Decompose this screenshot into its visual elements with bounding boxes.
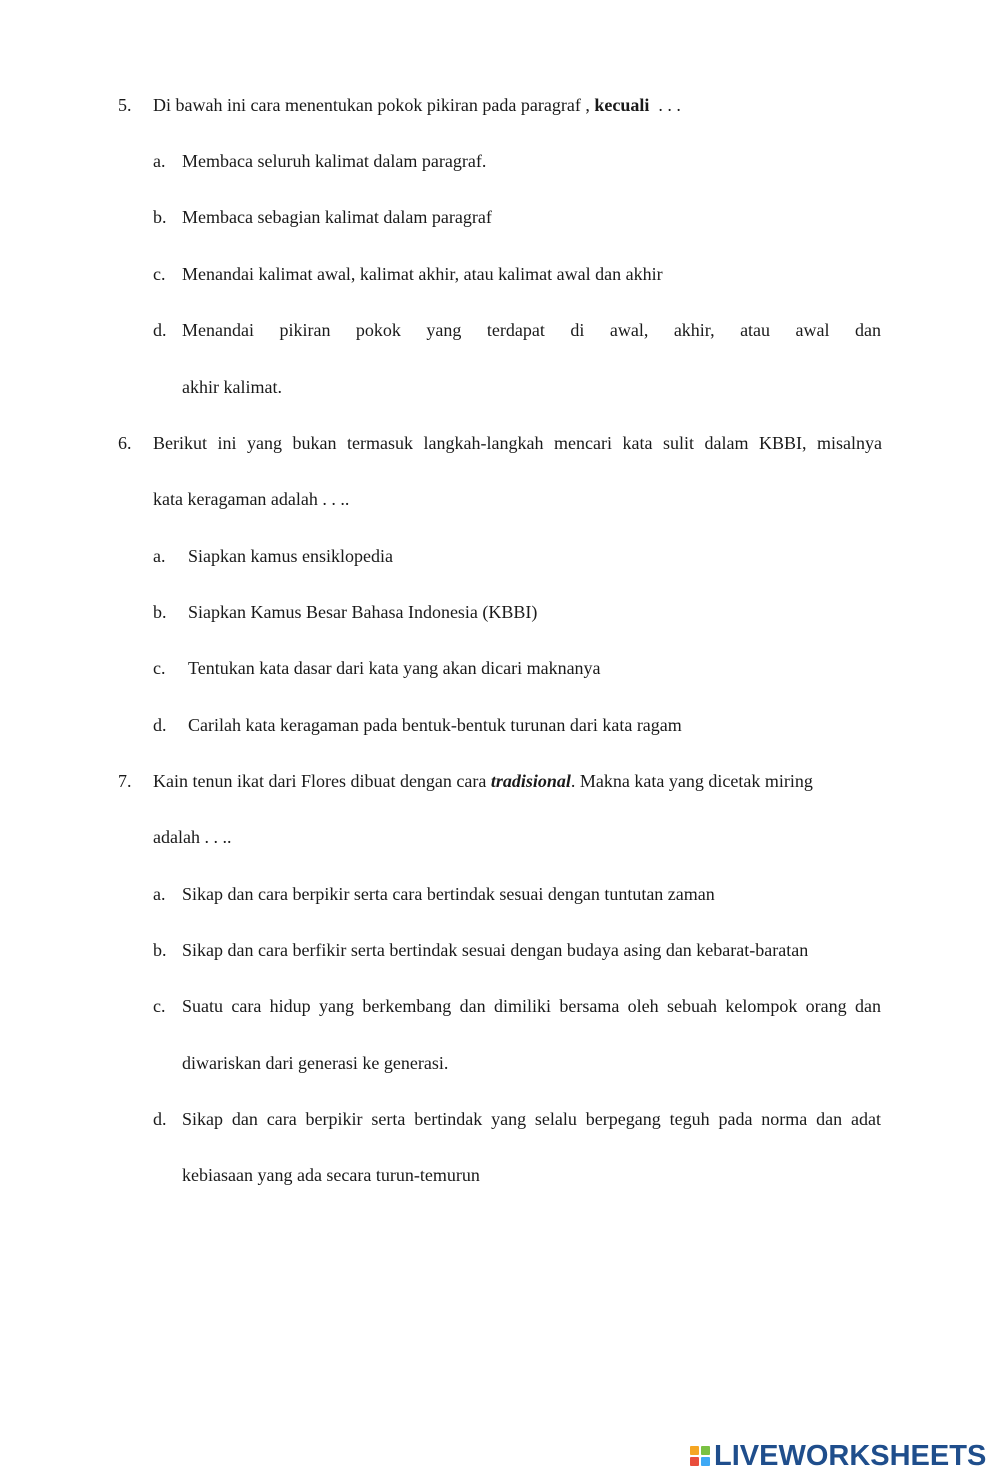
question-7-option-d-letter[interactable]: d. xyxy=(153,1109,167,1129)
question-7-option-b-text[interactable]: Sikap dan cara berfikir serta bertindak sesuai dengan budaya asing dan kebarat-baratan xyxy=(182,940,809,960)
question-6-text-line2: kata keragaman adalah . . .. xyxy=(153,489,350,509)
question-6-option-d-letter[interactable]: d. xyxy=(153,715,167,735)
question-5-ellipsis: . . . xyxy=(658,95,681,115)
question-5-option-c-text[interactable]: Menandai kalimat awal, kalimat akhir, atau kalimat awal dan akhir xyxy=(182,264,663,284)
question-7-stem-part1: Kain tenun ikat dari Flores dibuat dengan cara tradisional. Makna kata yang dicetak miring xyxy=(153,771,813,791)
question-5-option-a-text[interactable]: Membaca seluruh kalimat dalam paragraf. xyxy=(182,151,487,171)
question-5-option-b-text[interactable]: Membaca sebagian kalimat dalam paragraf xyxy=(182,207,492,227)
logo-tile-1 xyxy=(690,1446,699,1455)
logo-tile-3 xyxy=(690,1457,699,1466)
question-6-number: 6. xyxy=(118,433,132,453)
question-5-option-d-text-line2[interactable]: akhir kalimat. xyxy=(182,377,282,397)
logo-tile-4 xyxy=(701,1457,710,1466)
question-5-option-c-letter[interactable]: c. xyxy=(153,264,166,284)
question-5-stem: Di bawah ini cara menentukan pokok pikiran pada paragraf , xyxy=(153,95,590,115)
question-7-option-c-text-line2[interactable]: diwariskan dari generasi ke generasi. xyxy=(182,1053,449,1073)
question-7-text-line2: adalah . . .. xyxy=(153,827,232,847)
question-7-stem-part2: . Makna kata yang dicetak miring xyxy=(570,771,813,791)
question-7-option-a-letter[interactable]: a. xyxy=(153,884,166,904)
question-7-emphasis: tradisional xyxy=(490,771,571,791)
question-6-option-a-letter[interactable]: a. xyxy=(153,546,166,566)
question-7-option-d-text-line2[interactable]: kebiasaan yang ada secara turun-temurun xyxy=(182,1165,480,1185)
logo-tiles-icon xyxy=(690,1446,710,1466)
question-5-text xyxy=(153,94,681,116)
question-7-number: 7. xyxy=(118,771,132,791)
question-6-option-b-text[interactable]: Siapkan Kamus Besar Bahasa Indonesia (KBBI) xyxy=(188,602,538,622)
question-5-emphasis: kecuali xyxy=(594,95,650,115)
question-7-option-d-text-line1[interactable]: Sikap dan cara berpikir serta bertindak yang selalu berpegang teguh pada norma dan adat xyxy=(182,1109,881,1129)
question-5-option-d-letter[interactable]: d. xyxy=(153,320,167,340)
question-6-option-a-text[interactable]: Siapkan kamus ensiklopedia xyxy=(188,546,393,566)
question-7-option-c-text-line1[interactable]: Suatu cara hidup yang berkembang dan dimiliki bersama oleh sebuah kelompok orang dan xyxy=(182,996,881,1016)
question-5-option-b-letter[interactable]: b. xyxy=(153,207,167,227)
question-5-option-a-letter[interactable]: a. xyxy=(153,151,166,171)
question-7-option-b-letter[interactable]: b. xyxy=(153,940,167,960)
question-7-option-c-letter[interactable]: c. xyxy=(153,996,166,1016)
question-7-text-line1 xyxy=(153,770,882,792)
logo-brand-text: LIVEWORKSHEETS xyxy=(714,1439,987,1472)
question-6-option-b-letter[interactable]: b. xyxy=(153,602,167,622)
question-6-option-c-letter[interactable]: c. xyxy=(153,658,166,678)
question-5-number: 5. xyxy=(118,95,132,115)
logo-tile-2 xyxy=(701,1446,710,1455)
question-6-option-d-text[interactable]: Carilah kata keragaman pada bentuk-bentuk turunan dari kata ragam xyxy=(188,715,682,735)
question-6-option-c-text[interactable]: Tentukan kata dasar dari kata yang akan dicari maknanya xyxy=(188,658,601,678)
question-7-option-a-text[interactable]: Sikap dan cara berpikir serta cara bertindak sesuai dengan tuntutan zaman xyxy=(182,884,715,904)
liveworksheets-logo xyxy=(690,1441,986,1471)
question-6-text-line1: Berikut ini yang bukan termasuk langkah-langkah mencari kata sulit dalam KBBI, misalnya xyxy=(153,433,882,453)
question-5-option-d-text-line1[interactable]: Menandai pikiran pokok yang terdapat di awal, akhir, atau awal dan xyxy=(182,320,881,340)
